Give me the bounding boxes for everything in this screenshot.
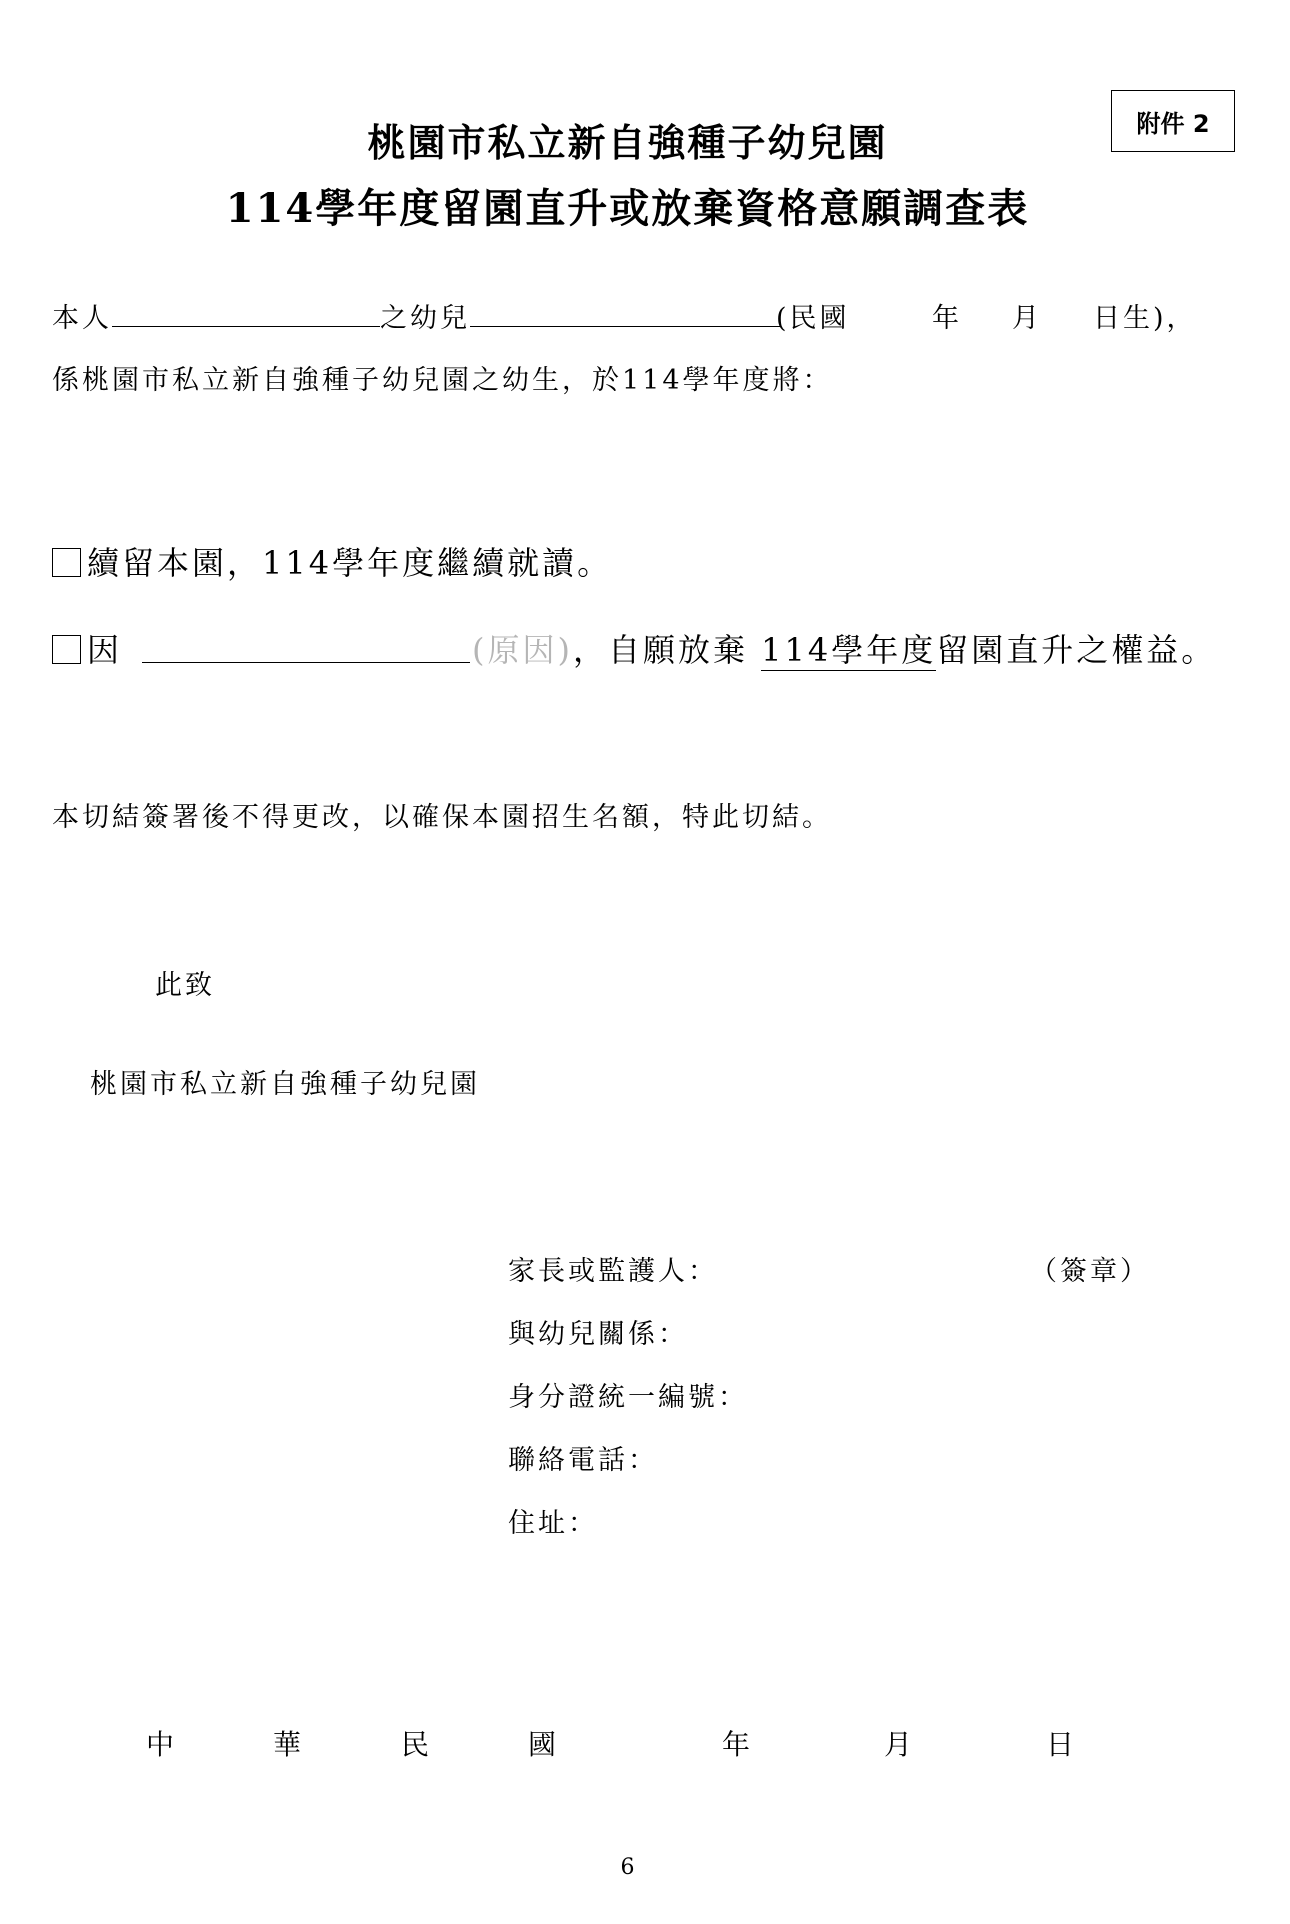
id-number-label: 身分證統一編號：	[508, 1382, 748, 1413]
date-month-label: 月	[884, 1728, 913, 1761]
form-title-school: 桃園市私立新自強種子幼兒園	[367, 120, 888, 165]
form-title: 114學年度留園直升或放棄資格意願調查表	[225, 185, 1030, 232]
relation-label: 與幼兒關係：	[508, 1319, 688, 1350]
declaration-text: 本切結簽署後不得更改，以確保本園招生名額，特此切結。	[52, 802, 832, 833]
date-char-hua: 華	[273, 1728, 302, 1761]
self-label: 本人	[52, 303, 112, 334]
parent-name-blank[interactable]	[112, 325, 380, 327]
child-name-blank[interactable]	[470, 325, 780, 327]
waive-suffix-text: 留園直升之權益。	[936, 631, 1217, 669]
option-waive-text	[472, 625, 1216, 671]
date-char-min: 民	[401, 1728, 430, 1761]
phone-label: 聯絡電話：	[508, 1445, 658, 1476]
waive-middle-text: ，自願放棄	[572, 631, 748, 669]
date-year-label: 年	[722, 1728, 751, 1761]
roc-label: (民國	[776, 303, 850, 334]
reason-hint: (原因)	[472, 631, 573, 669]
reason-blank[interactable]	[142, 662, 470, 663]
seal-label: （簽章）	[1030, 1256, 1150, 1287]
guardian-label: 家長或監護人：	[508, 1256, 718, 1287]
address-label: 住址：	[508, 1508, 598, 1539]
parent-statement-line	[52, 296, 780, 335]
attachment-label: 附件 2	[1111, 90, 1235, 152]
date-day-label: 日	[1046, 1728, 1075, 1761]
recipient: 桃園市私立新自強種子幼兒園	[90, 1069, 480, 1100]
school-year-underlined: 114學年度	[761, 631, 937, 669]
student-statement-line: 係桃園市私立新自強種子幼兒園之幼生，於114學年度將：	[52, 365, 833, 396]
child-label: 之幼兒	[380, 303, 470, 334]
salutation: 此致	[155, 970, 215, 1001]
page-number: 6	[620, 1855, 635, 1880]
option-waive	[52, 625, 122, 671]
birth-day-label: 日生)，	[1093, 303, 1197, 334]
reason-label: 因	[87, 631, 123, 669]
option-continue	[52, 538, 612, 584]
date-char-guo: 國	[528, 1728, 557, 1761]
option-continue-label: 續留本園，114學年度繼續就讀。	[87, 544, 613, 582]
date-char-zhong: 中	[146, 1728, 175, 1761]
waive-checkbox[interactable]	[52, 635, 81, 664]
birth-month-label: 月	[1012, 303, 1042, 334]
continue-checkbox[interactable]	[52, 548, 81, 577]
birth-year-label: 年	[932, 303, 962, 334]
